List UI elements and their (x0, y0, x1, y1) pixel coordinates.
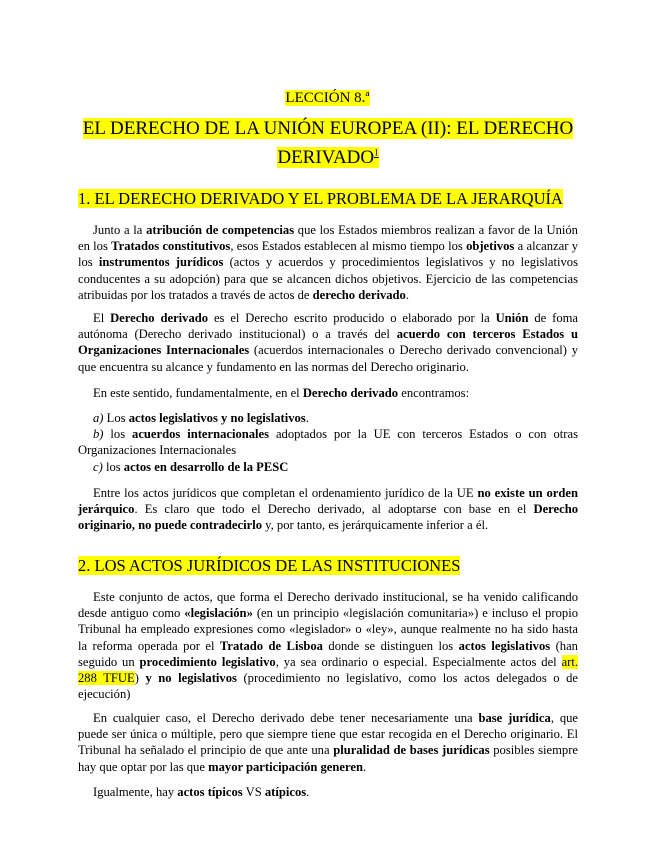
bold-text: no existe un orden jerárquico (78, 486, 578, 517)
bold-text: Tratados constitutivos (111, 239, 231, 254)
text: El (93, 311, 111, 325)
text: Entre los actos jurídicos que completan el ordenamiento jurídico de la UE (93, 486, 478, 500)
text: donde se distinguen los (322, 638, 459, 653)
bold-text: atribución de competencias (146, 223, 295, 237)
bold-text: acuerdos internacionales (132, 427, 270, 442)
text: . (362, 759, 367, 774)
section-1-paragraph-1 (78, 222, 578, 303)
text: . (306, 785, 310, 799)
section-2-heading-text: 2. LOS ACTOS JURÍDICOS DE LAS INSTITUCIONES (78, 556, 461, 575)
text: ) (134, 671, 146, 686)
list-marker: b) (93, 427, 104, 442)
bold-text: pluralidad de bases jurídicas (333, 743, 490, 758)
footnote-ref-link[interactable]: 1 (374, 148, 379, 158)
lesson-text: LECCIÓN 8.ª (285, 90, 370, 106)
section-1-paragraph-3 (78, 385, 578, 401)
bold-text: atípicos (264, 785, 307, 799)
bold-text: instrumentos jurídicos (98, 255, 224, 270)
bold-text: Derecho derivado (302, 386, 399, 400)
text: Este conjunto de actos, que forma el Derecho derivado institucional, se ha venido calificando desde antiguo como (78, 590, 578, 621)
bold-text: procedimiento legislativo (139, 654, 276, 669)
document-title (78, 116, 578, 170)
article-reference-highlight: art. 288 TFUE (78, 654, 578, 686)
text: , que puede ser única o múltiple, pero que siempre tiene que estar recogida en el Derecho originario. El Tribunal ha señalado el principio de que ante una (78, 711, 579, 758)
list-item-b (78, 426, 578, 458)
list-marker: c) (93, 459, 103, 474)
text: encontramos: (398, 386, 470, 400)
text: Junto a la (93, 223, 147, 237)
section-1-paragraph-4 (78, 485, 578, 534)
text: En este sentido, fundamentalmente, en el (93, 386, 303, 400)
text: Los (103, 411, 129, 425)
bold-text: Derecho derivado (110, 311, 209, 325)
text: adoptados por la UE con terceros Estados o con otras Organizaciones Internacionales (78, 427, 578, 458)
section-2-paragraph-2 (78, 710, 578, 775)
bold-text: actos legislativos (458, 638, 551, 653)
text: En cualquier caso, el Derecho derivado debe tener necesariamente una (93, 711, 479, 725)
bold-text: actos típicos (177, 785, 243, 799)
bold-text: actos en desarrollo de la PESC (123, 459, 289, 474)
section-2-heading (78, 556, 460, 576)
text: es el Derecho escrito producido o elaborado por la (208, 311, 496, 325)
title-line-1: EL DERECHO DE LA UNIÓN EUROPEA (II): EL DERECHO (82, 118, 574, 139)
bold-text: derecho derivado (312, 287, 406, 302)
bold-text: y no legislativos (145, 671, 237, 686)
text: que los Estados miembros realizan a favor de la Unión en los (78, 223, 578, 254)
bold-text: Unión (495, 311, 529, 325)
text: los (103, 427, 133, 442)
section-2-paragraph-1 (78, 589, 578, 702)
bold-text: objetivos (466, 239, 515, 254)
text: . Es claro que todo el Derecho derivado, al adoptarse con base en el (134, 502, 534, 517)
section-1-heading (78, 189, 563, 209)
text: , ya sea ordinario o especial. Especialmente actos del (275, 654, 562, 669)
title-word: DERIVADO (277, 147, 375, 169)
bold-text: acuerdo con terceros Estados u Organizaciones Internacionales (78, 327, 578, 358)
section-1-heading-text: 1. EL DERECHO DERIVADO Y EL PROBLEMA DE LA JERARQUÍA (78, 189, 563, 208)
text: , esos Estados establecen al mismo tiempo los (230, 239, 467, 254)
text: de foma autónoma (Derecho derivado institucional) o a través del (78, 311, 579, 342)
text: los (102, 459, 124, 474)
text: VS (242, 785, 265, 799)
text: (acuerdos internacionales o Derecho derivado convencional) y que encuentra su alcance y fundamento en las normas del Derecho originario. (78, 343, 578, 374)
section-2-paragraph-3 (78, 784, 578, 800)
section-1-paragraph-2 (78, 310, 578, 375)
section-1-list (78, 410, 578, 475)
text: . (405, 287, 409, 302)
list-item-c (93, 459, 578, 475)
text: (actos y acuerdos y procedimientos legislativos y no legislativos conducentes a su adopción) para que se alcancen dichos objetivos. Ejercicio de las competencias atribuidas por los tratados a través de actos de (78, 255, 578, 302)
bold-text: Derecho originario, no puede contradecirlo (78, 502, 578, 533)
text: (procedimiento no legislativo, como los actos delegados o de ejecución) (78, 671, 579, 702)
bold-text: mayor participación generen (208, 759, 363, 774)
bold-text: «legislación» (184, 606, 253, 621)
bold-text: actos legislativos y no legislativos (128, 411, 306, 425)
bold-text: Tratado de Lisboa (219, 638, 323, 653)
bold-text: base jurídica (478, 711, 551, 725)
title-line-2 (277, 147, 378, 168)
text: (han seguido un (78, 638, 578, 669)
text: y, por tanto, es jerárquicamente inferior a él. (262, 518, 489, 533)
lesson-label (0, 90, 655, 107)
text: . (305, 411, 309, 425)
text: Igualmente, hay (93, 785, 178, 799)
text: posibles siempre hay que optar por las que (78, 743, 578, 774)
list-marker: a) (93, 411, 104, 425)
text: (en un principio «legislación comunitaria») e incluso el propio Tribunal ha empleado expresiones como «legislador» o «ley», aunque realmente no ha sido hasta la reforma operada por el (78, 606, 579, 653)
text: a alcanzar y los (78, 239, 578, 270)
list-item-a (93, 410, 578, 426)
